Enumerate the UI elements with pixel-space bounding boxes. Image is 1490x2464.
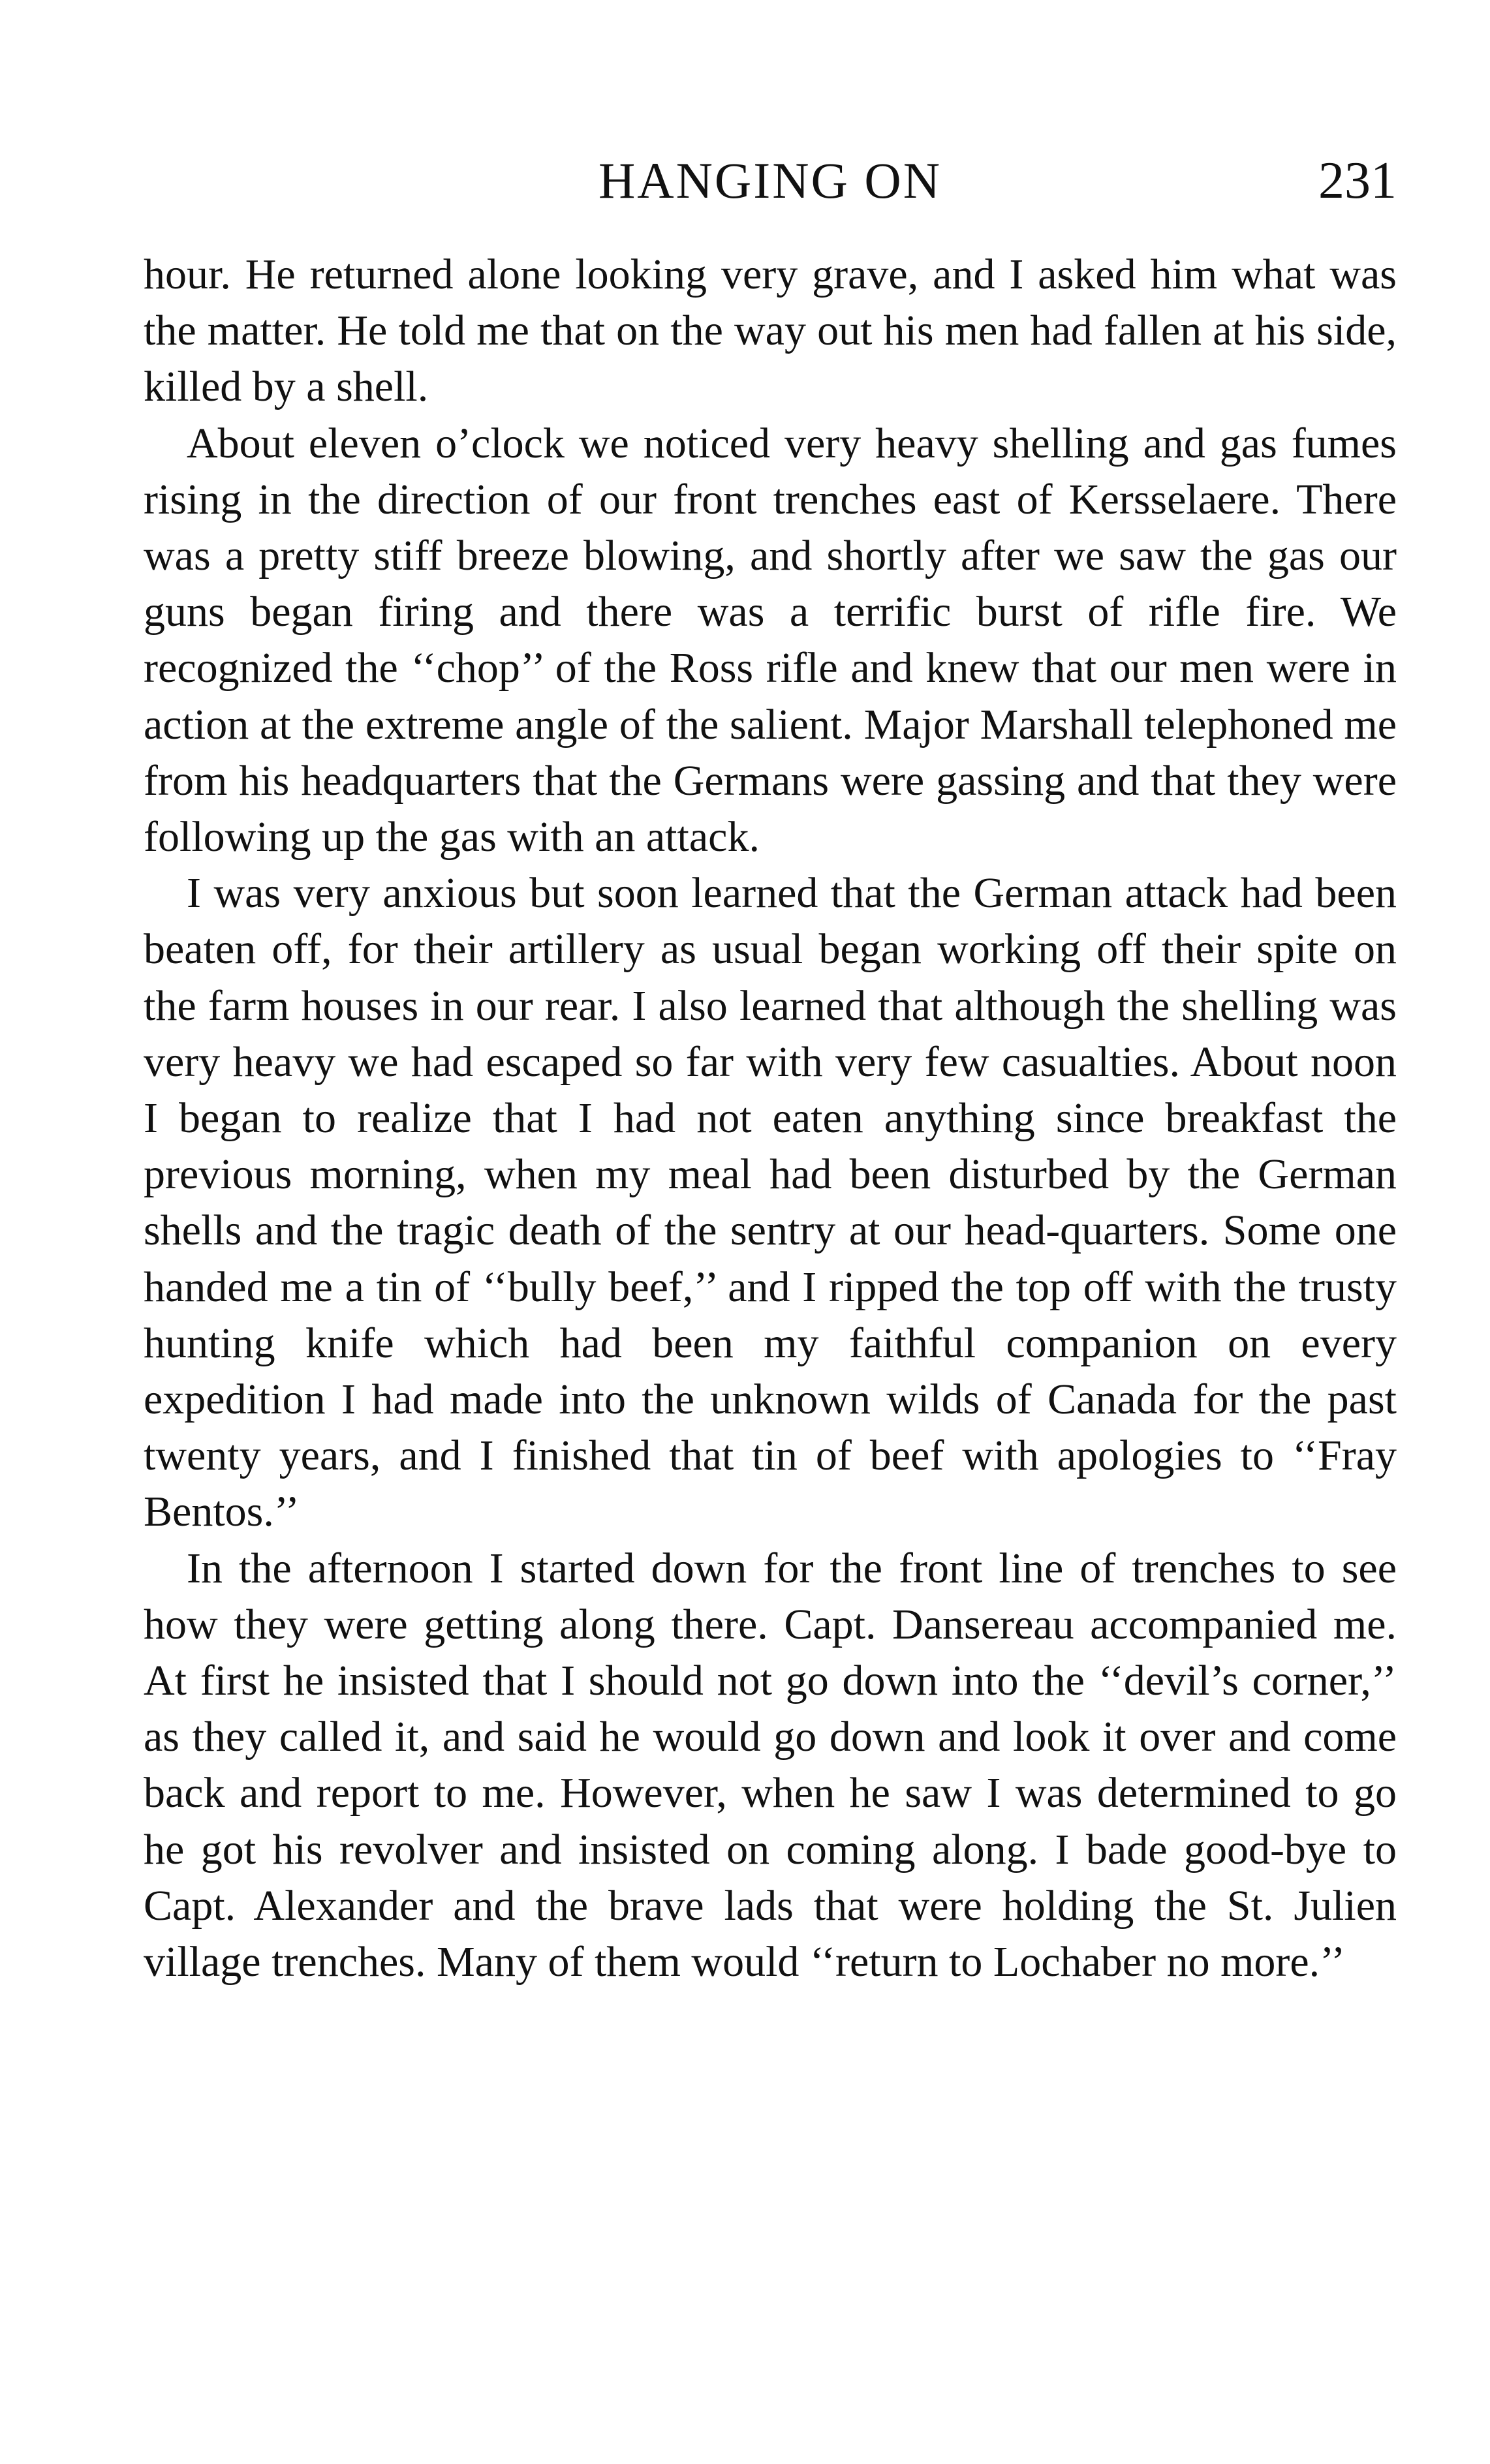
running-head [144, 145, 1397, 217]
paragraph-2: About eleven o’clock we noticed very heavy shelling and gas fumes rising in the direction of our front trenches east of Kersselaere. There was a pretty stiff breeze blowing, and shortly after we saw the gas our guns began firing and there was a terrific burst of rifle fire. We recognized the ‘‘chop’’ of the Ross rifle and knew that our men were in action at the extreme angle of the salient. Major Marshall telephoned me from his headquarters that the Germans were gassing and that they were following up the gas with an attack. [144, 419, 1397, 861]
page-number: 231 [1318, 152, 1397, 209]
paragraph-3: I was very anxious but soon learned that the German attack had been beaten off, for their artillery as usual began working off their spite on the farm houses in our rear. I also learned that although the shelling was very heavy we had escaped so far with very few casualties. About noon I began to realize that I had not eaten anything since breakfast the previous morning, when my meal had been disturbed by the German shells and the tragic death of the sentry at our head-quarters. Some one handed me a tin of ‘‘bully beef,’’ and I ripped the top off with the trusty hunting knife which had been my faithful companion on every expedition I had made into the unknown wilds of Canada for the past twenty years, and I finished that tin of beef with apologies to ‘‘Fray Bentos.’’ [144, 869, 1397, 1536]
body-text [144, 247, 1397, 1990]
paragraph-4: In the afternoon I started down for the front line of trenches to see how they were getting along there. Capt. Dansereau accompanied me. At first he insisted that I should not go down into the ‘‘devil’s corner,’’ as they called it, and said he would go down and look it over and come back and report to me. However, when he saw I was determined to go he got his revolver and insisted on coming along. I bade good-bye to Capt. Alexander and the brave lads that were holding the St. Julien village trenches. Many of them would ‘‘return to Lochaber no more.’’ [144, 1544, 1397, 1986]
running-title: HANGING ON [598, 152, 942, 209]
paragraph-1: hour. He returned alone looking very grave, and I asked him what was the matter. He told me that on the way out his men had fallen at his side, killed by a shell. [144, 251, 1397, 411]
